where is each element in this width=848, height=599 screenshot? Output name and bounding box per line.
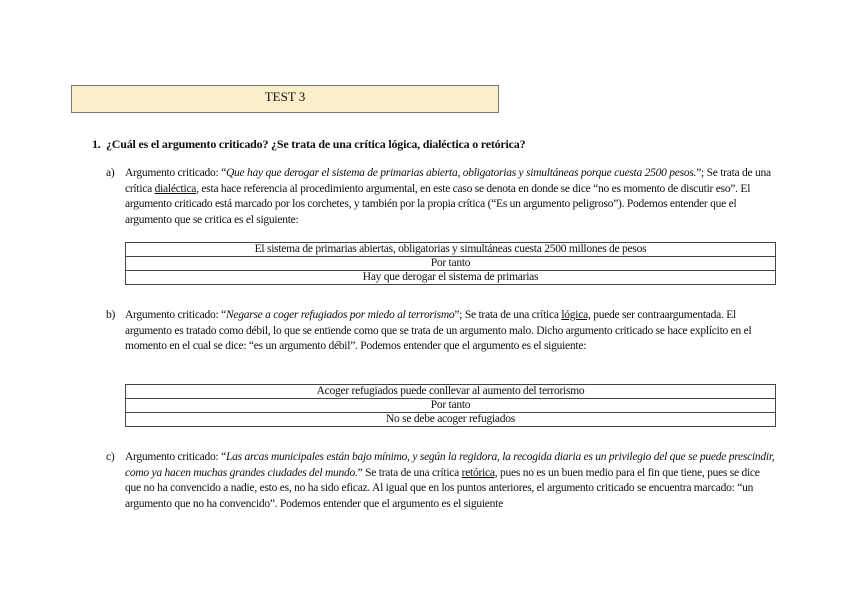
test-title: TEST 3 bbox=[71, 85, 499, 113]
explanation-text: pues no es un buen medio para el fin que tiene, pues se dice que no ha convencido a nadie, esto es, no ha sido eficaz. Al igual que en los puntos anteriores, el argumento criticado se encuentra marcado: “un argumento que no ha convencido”. Podemos entender que el argumento es el siguiente bbox=[125, 466, 760, 510]
conclusion-cell: Hay que derogar el sistema de primarias bbox=[126, 271, 776, 285]
quoted-argument: Las arcas municipales están bajo mínimo, y según la regidora, la recogida diaria es un privilegio del que se puede prescindir, como ya hacen muchas grandes ciudades del mundo. bbox=[125, 451, 775, 479]
item-body bbox=[125, 450, 776, 512]
item-c bbox=[106, 450, 776, 512]
item-marker: c) bbox=[106, 451, 115, 463]
table-row bbox=[126, 385, 776, 399]
table-row bbox=[126, 257, 776, 271]
critique-type: retórica, bbox=[461, 466, 498, 479]
item-body bbox=[125, 166, 776, 228]
table-row bbox=[126, 271, 776, 285]
item-b bbox=[106, 308, 776, 355]
question-heading bbox=[92, 137, 525, 152]
argument-table-b bbox=[125, 384, 776, 427]
item-marker: a) bbox=[106, 167, 115, 179]
conclusion-cell: No se debe acoger refugiados bbox=[126, 413, 776, 427]
critique-type: dialéctica bbox=[154, 182, 197, 195]
explanation-text: , esta hace referencia al procedimiento argumental, en este caso se denota en donde se dice “no es momento de discutir eso”. El argumento criticado está marcado por los corchetes, y también por la propia crítica (“Es un argumento peligroso”). Podemos entender que el argumento que se critica es el siguiente: bbox=[125, 182, 751, 226]
table-row bbox=[126, 413, 776, 427]
intro-text: Argumento criticado: “ bbox=[125, 167, 226, 179]
critique-type: lógica, bbox=[561, 309, 591, 321]
critique-lead: ”; Se trata de una crítica bbox=[125, 167, 771, 195]
intro-text: Argumento criticado: “ bbox=[125, 309, 226, 321]
quoted-argument: Que hay que derogar el sistema de primarias abierta, obligatorias y simultáneas porque cuesta 2500 pesos. bbox=[225, 167, 697, 179]
intro-text: Argumento criticado: “ bbox=[125, 451, 226, 463]
question-number: 1. bbox=[92, 137, 101, 151]
connector-cell: Por tanto bbox=[126, 399, 776, 413]
premise-cell: Acoger refugiados puede conllevar al aumento del terrorismo bbox=[126, 385, 776, 399]
item-a bbox=[106, 166, 776, 228]
connector-cell: Por tanto bbox=[126, 257, 776, 271]
argument-table-a bbox=[125, 242, 776, 285]
explanation-text: puede ser contraargumentada. El argumento es tratado como débil, lo que se entiende como que se trata de un argumento malo. Dicho argumento criticado se hace explícito en el momento en el cual se dice: “es un argumento débil”. Podemos entender que el argumento es el siguiente: bbox=[125, 309, 752, 352]
table-row bbox=[126, 399, 776, 413]
item-body bbox=[125, 308, 776, 355]
premise-cell: El sistema de primarias abiertas, obligatorias y simultáneas cuesta 2500 millones de pesos bbox=[126, 243, 776, 257]
question-text: ¿Cuál es el argumento criticado? ¿Se trata de una crítica lógica, dialéctica o retórica? bbox=[106, 137, 526, 151]
critique-lead: ”; Se trata de una crítica bbox=[454, 309, 562, 321]
critique-lead: ” Se trata de una crítica bbox=[357, 466, 462, 479]
quoted-argument: Negarse a coger refugiados por miedo al terrorismo bbox=[225, 309, 455, 321]
item-marker: b) bbox=[106, 309, 116, 321]
table-row bbox=[126, 243, 776, 257]
